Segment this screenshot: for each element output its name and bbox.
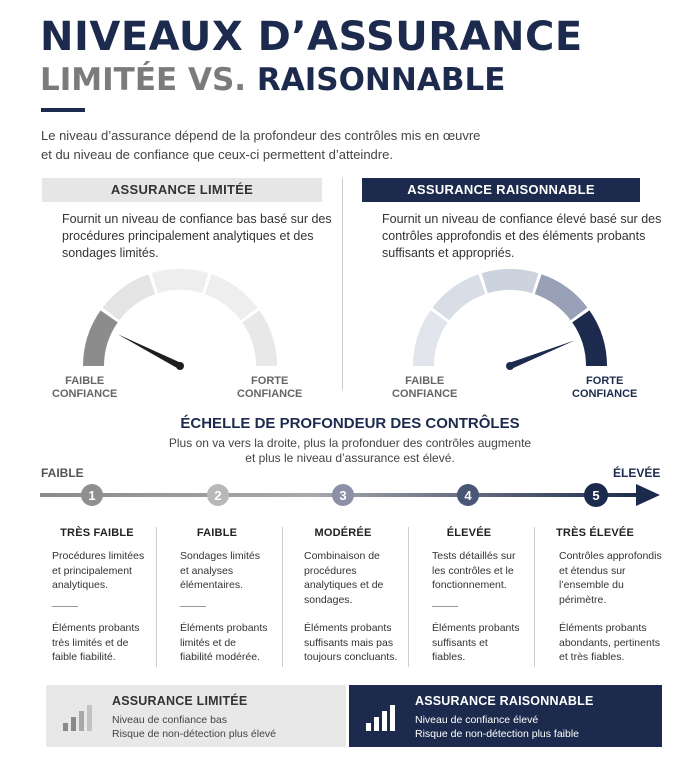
label-line: FORTE (251, 375, 289, 387)
scale-subtitle (0, 436, 700, 466)
gauge-needle (509, 340, 575, 369)
column-line: l’ensemble du (559, 579, 624, 591)
intro-line: Le niveau d’assurance dépend de la profondeur des contrôles mis en œuvre (41, 128, 481, 143)
column-line: procédures (304, 564, 357, 577)
column-procedures (432, 549, 515, 593)
column-title: TRÈS FAIBLE (60, 527, 134, 539)
banner-line: Risque de non-détection plus faible (415, 728, 580, 740)
column-line: périmètre. (559, 593, 607, 606)
scale-end-label: ÉLEVÉE (613, 466, 661, 480)
column-procedures (52, 549, 144, 593)
limited-gauge-low-label (52, 375, 117, 401)
column-line: Procédures limitées (52, 550, 145, 562)
scale-step-1 (81, 484, 103, 506)
depth-scale-arrow (30, 478, 670, 512)
banner-line: Niveau de confiance élevé (415, 714, 539, 726)
column-line: et étendus sur (559, 564, 626, 577)
column-line: et très fiables. (559, 651, 625, 663)
column-line: et analyses (180, 564, 234, 577)
column-line: fiabilité modérée. (180, 651, 260, 663)
column-evidence (432, 621, 520, 665)
gauge-segment (242, 310, 277, 366)
reasonable-gauge-high-label (572, 375, 637, 401)
column-divider (534, 527, 535, 667)
limited-confidence-gauge (70, 266, 290, 381)
column-line: Éléments probants (304, 622, 392, 634)
column-divider (408, 527, 409, 667)
column-title: TRÈS ÉLEVÉE (556, 527, 634, 539)
column-rule (432, 606, 458, 607)
column-evidence (180, 621, 268, 665)
intro-line: et du niveau de confiance que ceux-ci permettent d’atteindre. (41, 147, 393, 162)
reasonable-assurance-description (382, 211, 661, 262)
description-line: procédures principalement analytiques et des (62, 229, 314, 243)
column-line: les contrôles et le (432, 564, 514, 577)
column-evidence (304, 621, 397, 665)
column-divider (156, 527, 157, 667)
column-line: Éléments probants (180, 622, 268, 634)
gauge-segment (482, 269, 539, 293)
column-procedures (304, 549, 383, 607)
scale-column-1 (38, 527, 156, 663)
column-rule (180, 606, 206, 607)
step-number: 4 (464, 488, 472, 503)
column-line: Combinaison de (304, 550, 380, 562)
column-line: abondants, pertinents (559, 636, 660, 649)
limited-assurance-description (62, 211, 332, 262)
panel-divider (342, 178, 343, 390)
column-line: suffisants mais pas (304, 636, 394, 649)
limited-assurance-heading: ASSURANCE LIMITÉE (42, 178, 322, 202)
scale-column-2 (158, 527, 276, 663)
label-line: FAIBLE (65, 375, 105, 387)
column-line: Sondages limités (180, 550, 260, 562)
description-line: contrôles approfondis et des éléments probants (382, 229, 646, 243)
column-line: Tests détaillés sur (432, 550, 516, 562)
scale-column-5 (536, 527, 662, 663)
title-underline (41, 108, 85, 112)
banner-title: ASSURANCE RAISONNABLE (415, 694, 594, 708)
column-title: FAIBLE (196, 527, 238, 539)
step-number: 5 (592, 488, 600, 503)
column-line: très limités et de (52, 636, 129, 649)
banner-title: ASSURANCE LIMITÉE (112, 694, 248, 708)
label-line: CONFIANCE (392, 388, 458, 400)
banner-line: Niveau de confiance bas (112, 714, 227, 726)
column-procedures (559, 549, 662, 607)
label-line: FAIBLE (405, 375, 445, 387)
gauge-segment (83, 310, 118, 366)
reasonable-assurance-heading: ASSURANCE RAISONNABLE (362, 178, 640, 202)
label-line: FORTE (586, 375, 624, 387)
page-subtitle (40, 62, 505, 98)
column-line: Éléments probants (559, 622, 647, 634)
scale-step-2 (207, 484, 229, 506)
column-procedures (180, 549, 260, 593)
step-number: 2 (214, 488, 222, 503)
column-line: faible fiabilité. (52, 651, 116, 663)
column-title: ÉLEVÉE (446, 527, 492, 539)
step-number: 3 (339, 488, 347, 503)
column-rule (52, 606, 78, 607)
scale-column-4 (410, 527, 528, 663)
gauge-segment (103, 274, 156, 320)
label-line: CONFIANCE (572, 388, 638, 400)
column-evidence (52, 621, 140, 665)
gauge-needle (118, 334, 182, 369)
gauge-hub (176, 362, 184, 370)
subtitle-reasonable: RAISONNABLE (256, 62, 506, 98)
column-line: Éléments probants (432, 622, 520, 634)
reasonable-confidence-gauge (400, 266, 620, 381)
gauge-hub (506, 362, 514, 370)
subtitle-limited: LIMITÉE VS. (40, 62, 247, 98)
limited-gauge-high-label (237, 375, 302, 401)
scale-step-4 (457, 484, 479, 506)
column-line: fiables. (432, 651, 466, 663)
column-line: Contrôles approfondis (559, 550, 662, 562)
scale-column-3 (284, 527, 402, 663)
gauge-segment (572, 310, 607, 366)
column-line: analytiques. (52, 579, 109, 591)
description-line: Fournit un niveau de confiance élevé basé sur des (382, 212, 662, 226)
reasonable-gauge-low-label (392, 375, 457, 401)
scale-step-5 (584, 483, 608, 507)
intro-text (41, 126, 661, 164)
label-line: CONFIANCE (52, 388, 118, 400)
limited-assurance-banner (46, 685, 346, 747)
column-line: Éléments probants (52, 622, 140, 634)
column-line: limités et de (180, 636, 237, 649)
column-evidence (559, 621, 660, 665)
banner-line: Risque de non-détection plus élevé (112, 728, 277, 740)
description-line: suffisants et appropriés. (382, 246, 515, 260)
gauge-segment (413, 310, 448, 366)
column-line: analytiques et de (304, 579, 384, 591)
column-line: toujours concluants. (304, 651, 398, 663)
page-title: NIVEAUX D’ASSURANCE (40, 14, 583, 60)
gauge-segment (152, 269, 209, 293)
column-divider (282, 527, 283, 667)
column-line: élémentaires. (180, 579, 244, 591)
gauge-segment (433, 274, 486, 320)
bar-chart-icon (61, 703, 93, 733)
gauge-segment (205, 274, 258, 320)
bar-chart-icon (364, 703, 396, 733)
scale-step-3 (332, 484, 354, 506)
column-line: fonctionnement. (432, 579, 507, 591)
description-line: Fournit un niveau de confiance bas basé sur des (62, 212, 332, 226)
column-title: MODÉRÉE (314, 527, 372, 539)
column-line: sondages. (304, 593, 353, 606)
subtitle-line: et plus le niveau d’assurance est élevé. (245, 451, 455, 465)
step-number: 1 (88, 488, 96, 503)
description-line: sondages limités. (62, 246, 159, 260)
column-line: suffisants et (432, 636, 488, 649)
reasonable-assurance-banner (349, 685, 662, 747)
gauge-segment (535, 274, 588, 320)
subtitle-line: Plus on va vers la droite, plus la profonduer des contrôles augmente (168, 436, 532, 450)
label-line: CONFIANCE (237, 388, 303, 400)
scale-arrowhead (636, 484, 660, 506)
column-line: et principalement (52, 564, 132, 577)
scale-start-label: FAIBLE (41, 466, 84, 480)
scale-title: ÉCHELLE DE PROFONDEUR DES CONTRÔLES (180, 415, 520, 432)
